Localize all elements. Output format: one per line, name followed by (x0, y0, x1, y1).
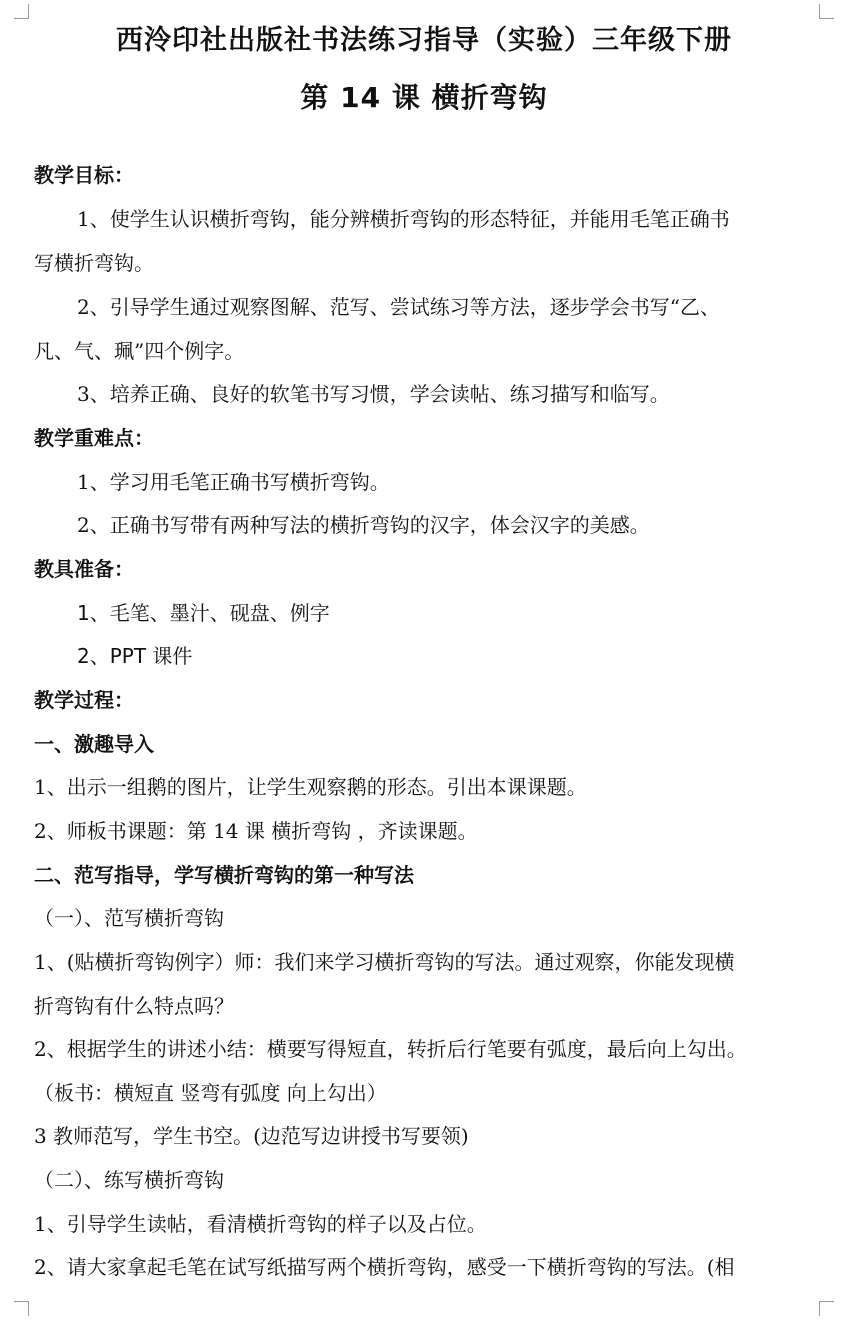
process-heading: 教学过程： (34, 688, 134, 712)
part2-heading: 二、范写指导，学写横折弯钩的第一种写法 (34, 863, 414, 887)
goal-item: 2、引导学生通过观察图解、范写、尝试练习等方法，逐步学会书写“乙、 (77, 295, 720, 319)
sub1-item: 3 教师范写，学生书空。(边范写边讲授书写要领) (34, 1124, 469, 1148)
goals-heading: 教学目标： (34, 163, 134, 187)
part1-item: 1、出示一组鹅的图片，让学生观察鹅的形态。引出本课课题。 (34, 775, 587, 799)
page-corner-mark (14, 4, 29, 19)
sub2-item: 1、引导学生读帖，看清横折弯钩的样子以及占位。 (34, 1212, 487, 1236)
part1-heading: 一、激趣导入 (34, 732, 154, 756)
key-points-heading: 教学重难点： (34, 426, 154, 450)
lesson-title: 第 14 课 横折弯钩 (300, 81, 548, 114)
page-corner-mark (819, 4, 834, 19)
part1-item: 2、师板书课题：第 14 课 横折弯钩 ，齐读课题。 (34, 819, 478, 843)
page-corner-mark (819, 1301, 834, 1316)
tools-heading: 教具准备： (34, 557, 134, 581)
sub1-item: 1、(贴横折弯钩例字）师：我们来学习横折弯钩的写法。通过观察，你能发现横 (34, 950, 735, 974)
goal-item: 凡、气、珮”四个例字。 (34, 339, 245, 363)
sub1-item: 2、根据学生的讲述小结：横要写得短直，转折后行笔要有弧度，最后向上勾出。 (34, 1037, 747, 1061)
goal-item: 1、使学生认识横折弯钩，能分辨横折弯钩的形态特征，并能用毛笔正确书 (77, 207, 730, 231)
tool-item: 1、毛笔、墨汁、砚盘、例字 (77, 601, 330, 625)
sub1-heading: （一）、范写横折弯钩 (34, 906, 224, 930)
document-title: 西泠印社出版社书法练习指导（实验）三年级下册 (116, 25, 732, 56)
sub2-heading: （二）、练写横折弯钩 (34, 1168, 224, 1192)
goal-item: 3、培养正确、良好的软笔书写习惯，学会读帖、练习描写和临写。 (77, 382, 670, 406)
sub2-item: 2、请大家拿起毛笔在试写纸描写两个横折弯钩，感受一下横折弯钩的写法。(相 (34, 1255, 735, 1279)
sub1-item: （板书：横短直 竖弯有弧度 向上勾出） (34, 1081, 387, 1105)
key-point-item: 2、正确书写带有两种写法的横折弯钩的汉字，体会汉字的美感。 (77, 513, 650, 537)
page-corner-mark (14, 1301, 29, 1316)
goal-item: 写横折弯钩。 (34, 251, 154, 275)
key-point-item: 1、学习用毛笔正确书写横折弯钩。 (77, 470, 390, 494)
tool-item: 2、PPT 课件 (77, 644, 193, 668)
sub1-item: 折弯钩有什么特点吗？ (34, 994, 234, 1018)
